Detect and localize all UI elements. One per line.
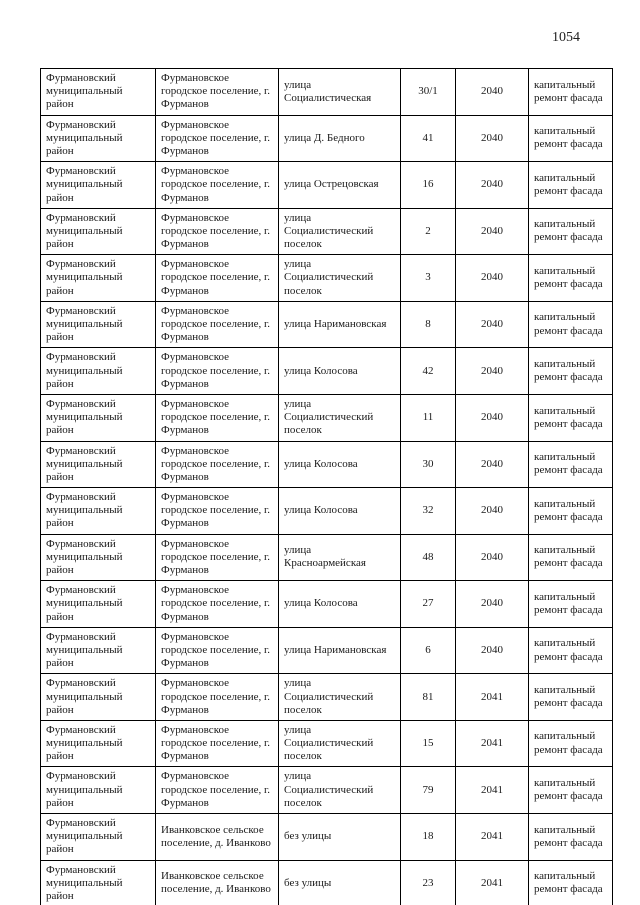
work-type-cell: капитальный ремонт фасада xyxy=(529,627,613,674)
house-number-cell: 32 xyxy=(401,488,456,535)
table-row xyxy=(41,394,613,441)
year-cell: 2040 xyxy=(456,208,529,255)
table-row xyxy=(41,348,613,395)
settlement-cell: Фурмановское городское поселение, г. Фурманов xyxy=(156,534,279,581)
settlement-cell: Фурмановское городское поселение, г. Фурманов xyxy=(156,767,279,814)
work-type-cell: капитальный ремонт фасада xyxy=(529,255,613,302)
house-number-cell: 23 xyxy=(401,860,456,905)
district-cell: Фурмановский муниципальный район xyxy=(41,767,156,814)
house-number-cell: 6 xyxy=(401,627,456,674)
year-cell: 2041 xyxy=(456,720,529,767)
table-row xyxy=(41,534,613,581)
year-cell: 2040 xyxy=(456,348,529,395)
district-cell: Фурмановский муниципальный район xyxy=(41,720,156,767)
table-row xyxy=(41,814,613,861)
house-number-cell: 2 xyxy=(401,208,456,255)
table-row xyxy=(41,115,613,162)
settlement-cell: Фурмановское городское поселение, г. Фурманов xyxy=(156,674,279,721)
street-cell: улица Наримановская xyxy=(279,627,401,674)
district-cell: Фурмановский муниципальный район xyxy=(41,488,156,535)
district-cell: Фурмановский муниципальный район xyxy=(41,208,156,255)
settlement-cell: Иванковское сельское поселение, д. Иванково xyxy=(156,860,279,905)
settlement-cell: Фурмановское городское поселение, г. Фурманов xyxy=(156,69,279,116)
table-row xyxy=(41,69,613,116)
year-cell: 2041 xyxy=(456,674,529,721)
year-cell: 2040 xyxy=(456,488,529,535)
work-type-cell: капитальный ремонт фасада xyxy=(529,441,613,488)
street-cell: без улицы xyxy=(279,860,401,905)
district-cell: Фурмановский муниципальный район xyxy=(41,394,156,441)
work-type-cell: капитальный ремонт фасада xyxy=(529,581,613,628)
settlement-cell: Фурмановское городское поселение, г. Фурманов xyxy=(156,348,279,395)
district-cell: Фурмановский муниципальный район xyxy=(41,441,156,488)
house-number-cell: 41 xyxy=(401,115,456,162)
street-cell: улица Д. Бедного xyxy=(279,115,401,162)
settlement-cell: Фурмановское городское поселение, г. Фурманов xyxy=(156,488,279,535)
year-cell: 2041 xyxy=(456,767,529,814)
table-body xyxy=(41,69,613,905)
work-type-cell: капитальный ремонт фасада xyxy=(529,814,613,861)
street-cell: улица Колосова xyxy=(279,441,401,488)
settlement-cell: Фурмановское городское поселение, г. Фурманов xyxy=(156,255,279,302)
street-cell: улица Социалистический поселок xyxy=(279,720,401,767)
street-cell: улица Социалистический поселок xyxy=(279,767,401,814)
district-cell: Фурмановский муниципальный район xyxy=(41,814,156,861)
work-type-cell: капитальный ремонт фасада xyxy=(529,301,613,348)
work-type-cell: капитальный ремонт фасада xyxy=(529,69,613,116)
work-type-cell: капитальный ремонт фасада xyxy=(529,674,613,721)
street-cell: улица Социалистическая xyxy=(279,69,401,116)
work-type-cell: капитальный ремонт фасада xyxy=(529,162,613,209)
street-cell: улица Колосова xyxy=(279,348,401,395)
street-cell: улица Колосова xyxy=(279,581,401,628)
street-cell: улица Социалистический поселок xyxy=(279,208,401,255)
year-cell: 2040 xyxy=(456,441,529,488)
table-row xyxy=(41,674,613,721)
table-row xyxy=(41,255,613,302)
street-cell: улица Наримановская xyxy=(279,301,401,348)
year-cell: 2040 xyxy=(456,115,529,162)
house-number-cell: 15 xyxy=(401,720,456,767)
table-row xyxy=(41,581,613,628)
settlement-cell: Фурмановское городское поселение, г. Фурманов xyxy=(156,581,279,628)
district-cell: Фурмановский муниципальный район xyxy=(41,301,156,348)
year-cell: 2040 xyxy=(456,394,529,441)
district-cell: Фурмановский муниципальный район xyxy=(41,115,156,162)
house-number-cell: 8 xyxy=(401,301,456,348)
street-cell: без улицы xyxy=(279,814,401,861)
year-cell: 2040 xyxy=(456,69,529,116)
year-cell: 2040 xyxy=(456,162,529,209)
house-number-cell: 11 xyxy=(401,394,456,441)
settlement-cell: Иванковское сельское поселение, д. Иванково xyxy=(156,814,279,861)
settlement-cell: Фурмановское городское поселение, г. Фурманов xyxy=(156,627,279,674)
settlement-cell: Фурмановское городское поселение, г. Фурманов xyxy=(156,394,279,441)
district-cell: Фурмановский муниципальный район xyxy=(41,534,156,581)
district-cell: Фурмановский муниципальный район xyxy=(41,674,156,721)
house-number-cell: 48 xyxy=(401,534,456,581)
table-row xyxy=(41,767,613,814)
work-type-cell: капитальный ремонт фасада xyxy=(529,720,613,767)
year-cell: 2040 xyxy=(456,534,529,581)
house-number-cell: 3 xyxy=(401,255,456,302)
table-row xyxy=(41,301,613,348)
table-row xyxy=(41,627,613,674)
street-cell: улица Социалистический поселок xyxy=(279,255,401,302)
work-type-cell: капитальный ремонт фасада xyxy=(529,860,613,905)
house-number-cell: 81 xyxy=(401,674,456,721)
street-cell: улица Острецовская xyxy=(279,162,401,209)
work-type-cell: капитальный ремонт фасада xyxy=(529,394,613,441)
work-type-cell: капитальный ремонт фасада xyxy=(529,488,613,535)
district-cell: Фурмановский муниципальный район xyxy=(41,69,156,116)
settlement-cell: Фурмановское городское поселение, г. Фурманов xyxy=(156,301,279,348)
table-row xyxy=(41,162,613,209)
work-type-cell: капитальный ремонт фасада xyxy=(529,208,613,255)
district-cell: Фурмановский муниципальный район xyxy=(41,627,156,674)
street-cell: улица Социалистический поселок xyxy=(279,674,401,721)
district-cell: Фурмановский муниципальный район xyxy=(41,581,156,628)
street-cell: улица Красноармейская xyxy=(279,534,401,581)
year-cell: 2040 xyxy=(456,301,529,348)
work-type-cell: капитальный ремонт фасада xyxy=(529,115,613,162)
repair-plan-table xyxy=(40,68,613,905)
district-cell: Фурмановский муниципальный район xyxy=(41,162,156,209)
house-number-cell: 18 xyxy=(401,814,456,861)
house-number-cell: 79 xyxy=(401,767,456,814)
table-row xyxy=(41,488,613,535)
year-cell: 2040 xyxy=(456,581,529,628)
settlement-cell: Фурмановское городское поселение, г. Фурманов xyxy=(156,208,279,255)
district-cell: Фурмановский муниципальный район xyxy=(41,348,156,395)
table-row xyxy=(41,208,613,255)
year-cell: 2041 xyxy=(456,860,529,905)
street-cell: улица Социалистический поселок xyxy=(279,394,401,441)
house-number-cell: 30 xyxy=(401,441,456,488)
page-number: 1054 xyxy=(552,30,580,45)
house-number-cell: 27 xyxy=(401,581,456,628)
street-cell: улица Колосова xyxy=(279,488,401,535)
house-number-cell: 16 xyxy=(401,162,456,209)
work-type-cell: капитальный ремонт фасада xyxy=(529,534,613,581)
table-row xyxy=(41,720,613,767)
year-cell: 2040 xyxy=(456,627,529,674)
work-type-cell: капитальный ремонт фасада xyxy=(529,767,613,814)
district-cell: Фурмановский муниципальный район xyxy=(41,860,156,905)
settlement-cell: Фурмановское городское поселение, г. Фурманов xyxy=(156,162,279,209)
house-number-cell: 30/1 xyxy=(401,69,456,116)
year-cell: 2040 xyxy=(456,255,529,302)
table-row xyxy=(41,860,613,905)
district-cell: Фурмановский муниципальный район xyxy=(41,255,156,302)
year-cell: 2041 xyxy=(456,814,529,861)
work-type-cell: капитальный ремонт фасада xyxy=(529,348,613,395)
settlement-cell: Фурмановское городское поселение, г. Фурманов xyxy=(156,720,279,767)
settlement-cell: Фурмановское городское поселение, г. Фурманов xyxy=(156,441,279,488)
house-number-cell: 42 xyxy=(401,348,456,395)
table-row xyxy=(41,441,613,488)
settlement-cell: Фурмановское городское поселение, г. Фурманов xyxy=(156,115,279,162)
